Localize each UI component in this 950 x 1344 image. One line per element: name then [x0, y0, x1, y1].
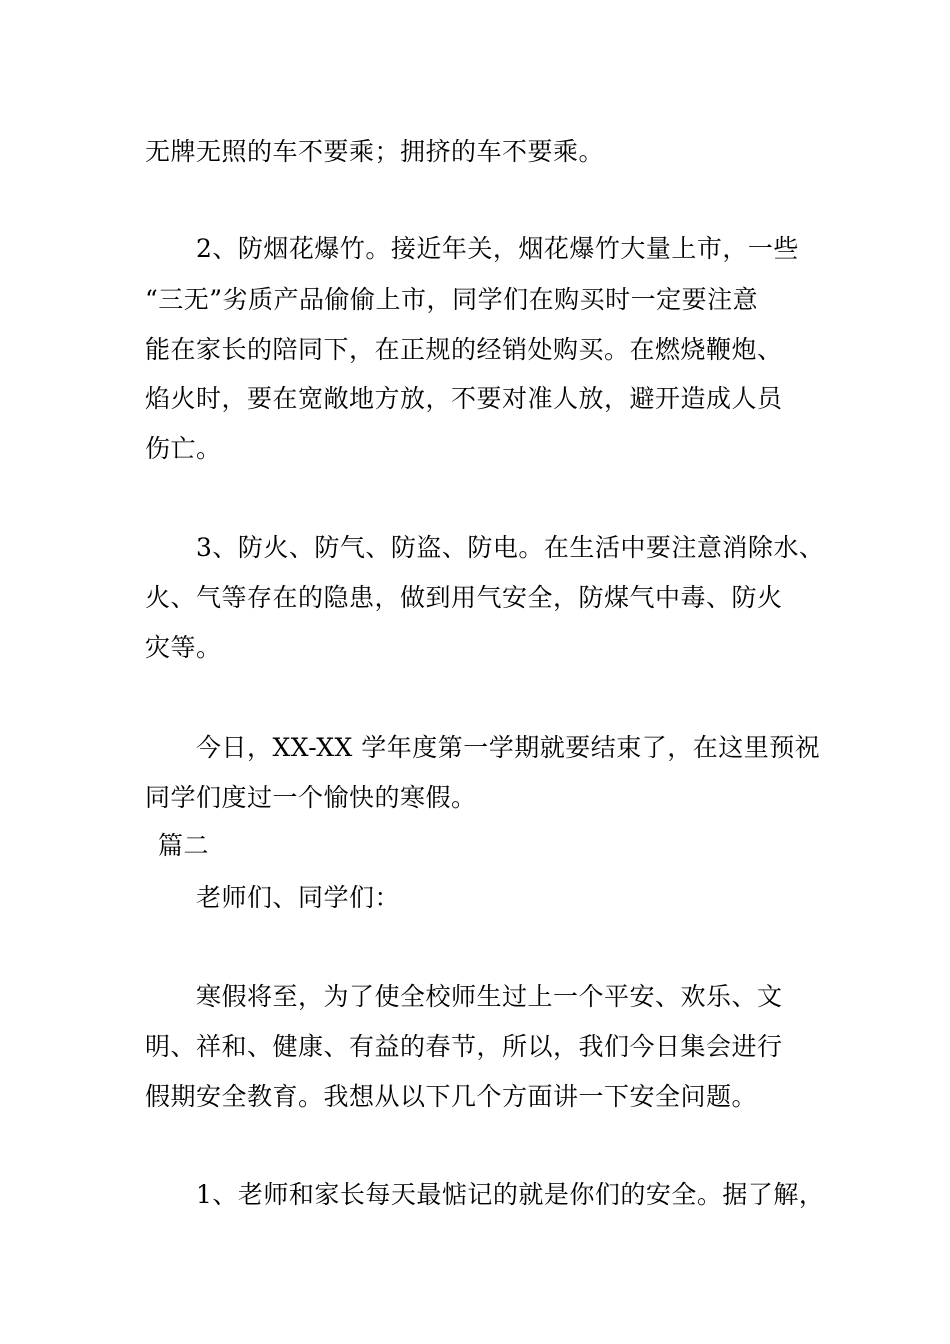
paragraph-line: 同学们度过一个愉快的寒假。: [145, 783, 477, 812]
salutation: 老师们、同学们：: [196, 883, 401, 912]
paragraph-line: 无牌无照的车不要乘；拥挤的车不要乘。: [145, 137, 605, 166]
paragraph-line: 1、老师和家长每天最惦记的就是你们的安全。据了解，: [196, 1180, 825, 1209]
paragraph-line: 灾等。: [145, 633, 222, 662]
paragraph-line: 今日，XX-XX 学年度第一学期就要结束了，在这里预祝: [196, 733, 821, 762]
paragraph-line: 寒假将至，为了使全校师生过上一个平安、欢乐、文: [196, 982, 783, 1011]
paragraph-line: 火、气等存在的隐患，做到用气安全，防煤气中毒、防火: [145, 583, 783, 612]
paragraph-line: “三无”劣质产品偷偷上市，同学们在购买时一定要注意: [145, 285, 759, 314]
paragraph-line: 明、祥和、健康、有益的春节，所以，我们今日集会进行: [145, 1032, 783, 1061]
paragraph-line: 伤亡。: [145, 434, 222, 463]
paragraph-line: 能在家长的陪同下，在正规的经销处购买。在燃烧鞭炮、: [145, 335, 783, 364]
paragraph-line: 焰火时，要在宽敞地方放，不要对准人放，避开造成人员: [145, 384, 783, 413]
paragraph-line: 假期安全教育。我想从以下几个方面讲一下安全问题。: [145, 1082, 758, 1111]
paragraph-line: 2、防烟花爆竹。接近年关，烟花爆竹大量上市，一些: [196, 234, 799, 263]
paragraph-line: 3、防火、防气、防盗、防电。在生活中要注意消除水、: [196, 533, 825, 562]
section-heading: 篇二: [158, 831, 210, 860]
